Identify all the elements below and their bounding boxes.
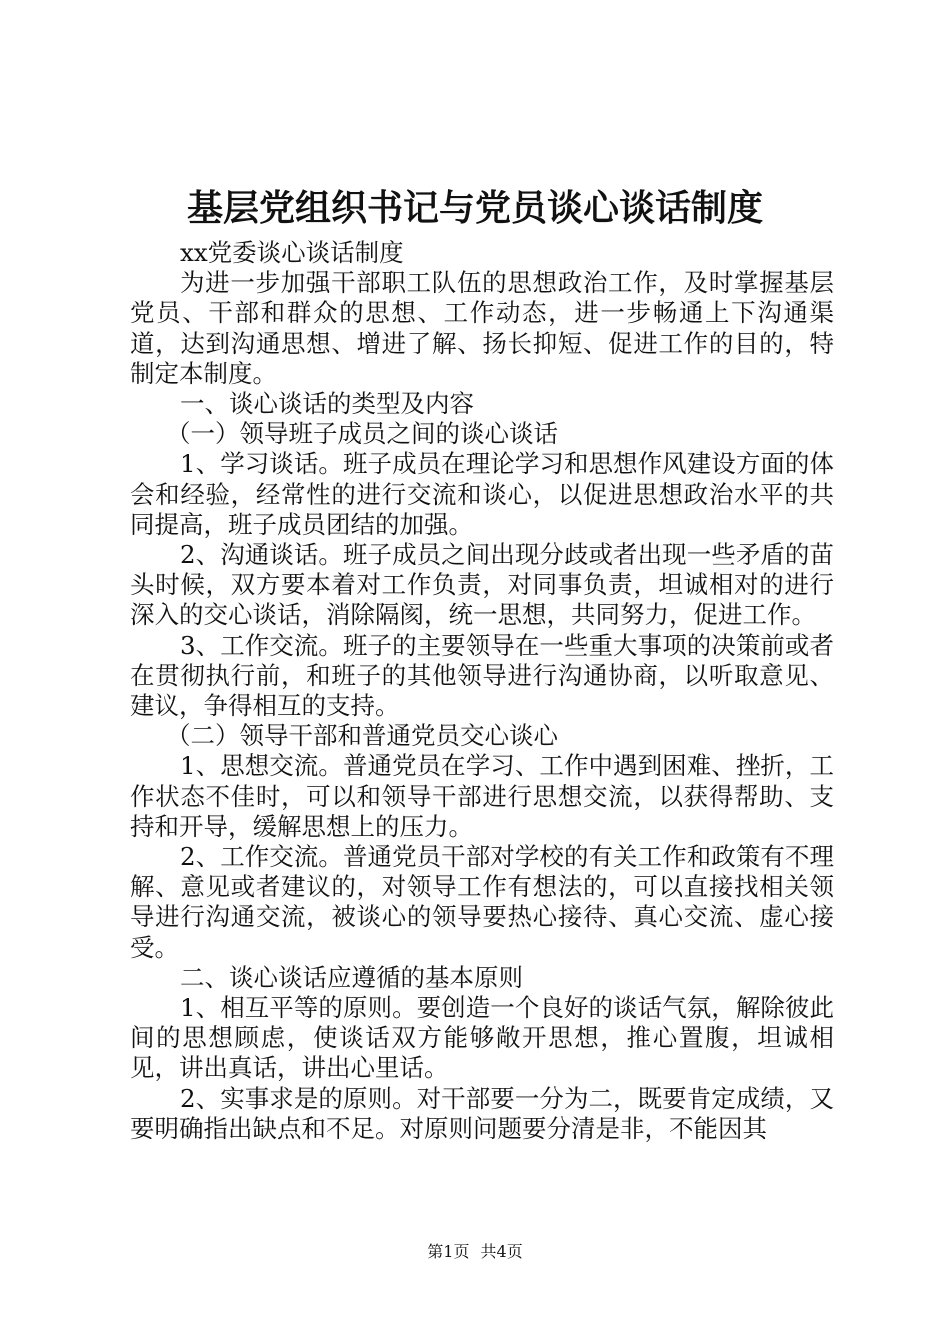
page-footer: [0, 1242, 950, 1262]
section-heading: 一、谈心谈话的类型及内容: [180, 389, 474, 419]
subsection-heading: （一）领导班子成员之间的谈心谈话: [166, 419, 558, 449]
page-number: 第1页: [427, 1242, 470, 1261]
paragraph: xx党委谈心谈话制度: [180, 238, 404, 267]
paragraph: 2、沟通谈话。班子成员之间出现分歧或者出现一些矛盾的苗头时候，双方要本着对工作负责，对同事负责，坦诚相对的进行深入的交心谈话，消除隔阂，统一思想，共同努力，促进工作。: [130, 540, 834, 630]
document-title: 基层党组织书记与党员谈心谈话制度: [186, 187, 763, 229]
subsection-heading: （二）领导干部和普通党员交心谈心: [166, 721, 558, 751]
paragraph: 1、学习谈话。班子成员在理论学习和思想作风建设方面的体会和经验，经常性的进行交流和谈心，以促进思想政治水平的共同提高，班子成员团结的加强。: [130, 449, 834, 539]
paragraph: 为进一步加强干部职工队伍的思想政治工作，及时掌握基层党员、干部和群众的思想、工作动态，进一步畅通上下沟通渠道，达到沟通思想、增进了解、扬长抑短、促进工作的目的，特制定本制度。: [130, 268, 834, 388]
document-body: [130, 238, 834, 1144]
paragraph: 1、思想交流。普通党员在学习、工作中遇到困难、挫折，工作状态不佳时，可以和领导干部进行思想交流，以获得帮助、支持和开导，缓解思想上的压力。: [130, 751, 834, 841]
paragraph: 1、相互平等的原则。要创造一个良好的谈话气氛，解除彼此间的思想顾虑，使谈话双方能够敞开思想，推心置腹，坦诚相见，讲出真话，讲出心里话。: [130, 993, 834, 1083]
paragraph: 3、工作交流。班子的主要领导在一些重大事项的决策前或者在贯彻执行前，和班子的其他领导进行沟通协商，以听取意见、建议，争得相互的支持。: [130, 630, 834, 721]
paragraph: 2、实事求是的原则。对干部要一分为二，既要肯定成绩，又要明确指出缺点和不足。对原则问题要分清是非，不能因其: [130, 1083, 834, 1143]
section-heading: 二、谈心谈话应遵循的基本原则: [180, 962, 523, 992]
page-total: 共4页: [480, 1242, 523, 1261]
paragraph: 2、工作交流。普通党员干部对学校的有关工作和政策有不理解、意见或者建议的，对领导工作有想法的，可以直接找相关领导进行沟通交流，被谈心的领导要热心接待、真心交流、虚心接受。: [130, 842, 834, 962]
